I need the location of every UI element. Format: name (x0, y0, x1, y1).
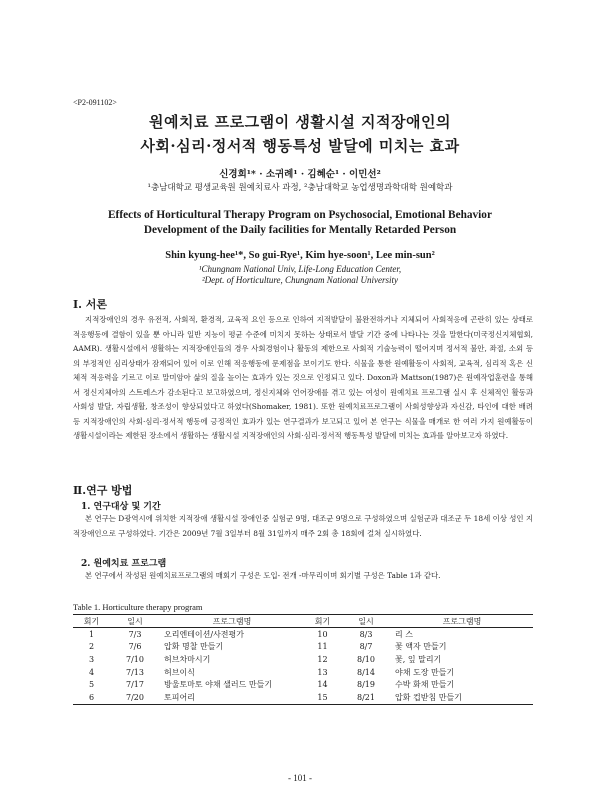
paper-code: <P2-091102> (73, 98, 117, 107)
cell: 1 (88, 629, 95, 639)
page-number: - 101 - (288, 773, 312, 783)
authors-en: Shin kyung-hee¹*, So gui-Rye¹, Kim hye-soon¹, Lee min-sun² (165, 250, 435, 261)
affiliation-ko: ¹충남대학교 평생교육원 원예치료사 과정, ²충남대학교 농업생명과학대학 원예학과 (147, 183, 453, 193)
cell: 8/21 (341, 691, 391, 704)
cell: 15 (304, 691, 341, 704)
cell: 야채 도장 만들기 (395, 667, 455, 677)
header-date-2: 일시 (341, 615, 391, 628)
cell: 토피어리 (160, 691, 304, 704)
header-session: 회기 (73, 615, 110, 628)
sub2-heading: 2. 원예치료 프로그램 (81, 559, 167, 569)
cell: 7/17 (126, 680, 144, 690)
affiliation-en-line1: ¹Chungnam National Univ, Life-Long Education Center, (198, 264, 402, 274)
cell: 7/3 (128, 629, 142, 639)
cell: 압화 컵받침 만들기 (391, 691, 533, 704)
cell: 리 스 (395, 629, 413, 639)
cell: 14 (317, 680, 328, 690)
cell: 꽃, 잎 말리기 (395, 654, 442, 664)
table-caption: Table 1. Horticulture therapy program (73, 602, 203, 612)
header-date: 일시 (110, 615, 160, 628)
title-en-line1: Effects of Horticultural Therapy Program on Psychosocial, Emotional Behavior (108, 209, 492, 221)
cell: 꽃 액자 만들기 (395, 642, 447, 652)
cell: 7/10 (126, 654, 144, 664)
section1-heading: Ⅰ. 서론 (73, 298, 108, 311)
section2-heading: Ⅱ.연구 방법 (73, 484, 133, 497)
cell: 허브이식 (164, 667, 195, 677)
program-table (73, 614, 533, 705)
cell: 방울토마토 야채 샐러드 만들기 (164, 680, 273, 690)
cell: 8/14 (357, 667, 375, 677)
header-session-2: 회기 (304, 615, 341, 628)
cell: 10 (317, 629, 328, 639)
table-row (73, 628, 533, 641)
affiliation-en-line2: ²Dept. of Horticulture, Chungnam National University (201, 275, 399, 285)
title-ko-line1: 원예치료 프로그램이 생활시설 지적장애인의 (149, 113, 451, 131)
cell: 8/19 (357, 680, 375, 690)
authors-ko: 신경희¹* · 소귀례¹ · 김혜순¹ · 이민선² (219, 169, 381, 180)
cell: 7/13 (126, 667, 144, 677)
cell: 압화 명찰 만들기 (164, 642, 224, 652)
cell: 4 (88, 667, 95, 677)
section1-body: 지적장애인의 경우 유전적, 사회적, 환경적, 교육적 요인 등으로 인하여 지적발달이 불완전하거나 지체되어 사회적응에 곤란히 있는 상태로 적응행동에 결함이 있을 뿐 아니라 일반 지능이 평균 수준에 미치지 못하는 상태로서 발달 기간 중에 나타나는 것을 말한다(미국정신지체협회, AAMR). 생활시설에서 생활하는 지적장애인들의 경우 사회경험이나 활동의 제한으로 사회적 기술능력이 떨어지며 정서적 불안, 좌절, 소외 등의 부정적인 심리상태가 잠재되어 있어 이로 인해 적응행동에 문제점을 보이기도 한다. 식물을 통한 원예활동이 사회적, 교육적, 심리적 혹은 신체적 적응력을 기르고 이로 말미암아 삶의 질을 높이는 효과가 있는 것으로 인정되고 있다. Doxon과 Mattson(1987)은 원예작업훈련을 통해서 정신지체아의 스트레스가 감소된다고 보고하였으며, 정신지체와 언어장애를 겪고 있는 여성이 원예치료 프로그램 실시 후 신체적인 활동과 사회성 발달, 자립생활, 창조성이 향상되었다고 하였다(Shomaker, 1981). 또한 원예치료프로그램이 사회성향상과 자신감, 타인에 대한 배려 등 지적장애인의 사회·심리·정서적 행동에 긍정적인 효과가 있는 연구결과가 보고되고 있어 본 연구는 식물을 매개로 한 여러 가지 원예활동이 생활시설이라는 제한된 장소에서 생활하는 생활시설 지적장애인의 사회·심리·정서적 행동특성 발달에 미치는 효과를 알아보고자 하였다. (73, 315, 533, 440)
sub2-body: 본 연구에서 작성된 원예치료프로그램의 매회기 구성은 도입- 전개 -마무리이며 회기별 구성은 Table 1과 같다. (85, 571, 441, 580)
table-row (73, 641, 533, 654)
cell: 8/7 (359, 642, 373, 652)
header-program: 프로그램명 (160, 615, 304, 628)
cell: 5 (88, 680, 95, 690)
cell: 11 (317, 642, 328, 652)
cell: 12 (317, 654, 328, 664)
title-ko-line2: 사회·심리·정서적 행동특성 발달에 미치는 효과 (140, 137, 460, 155)
header-program-2: 프로그램명 (391, 615, 533, 628)
cell: 오리엔테이션/사전평가 (164, 629, 244, 639)
cell: 6 (73, 691, 110, 704)
table-row (73, 678, 533, 691)
table-row (73, 666, 533, 679)
cell: 수박 화채 만들기 (395, 680, 455, 690)
cell: 2 (88, 642, 95, 652)
table-header-row (73, 615, 533, 628)
cell: 7/6 (128, 642, 142, 652)
table-row (73, 653, 533, 666)
cell: 허브차마시기 (164, 654, 211, 664)
cell: 3 (88, 654, 95, 664)
cell: 8/3 (359, 629, 373, 639)
cell: 7/20 (110, 691, 160, 704)
title-en-line2: Development of the Daily facilities for Mentally Retarded Person (143, 224, 457, 236)
cell: 13 (317, 667, 328, 677)
table-row (73, 691, 533, 704)
sub1-body: 본 연구는 D광역시에 위치한 지적장애 생활시설 장애인중 실험군 9명, 대조군 9명으로 구성하였으며 실험군과 대조군 두 18세 이상 성인 지적장애인으로 구성하였다. 기간은 2009년 7월 3일부터 8월 31일까지 매주 2회 총 18회에 걸쳐 실시하였다. (73, 514, 533, 538)
cell: 8/10 (357, 654, 375, 664)
sub1-heading: 1. 연구대상 및 기간 (81, 502, 161, 512)
